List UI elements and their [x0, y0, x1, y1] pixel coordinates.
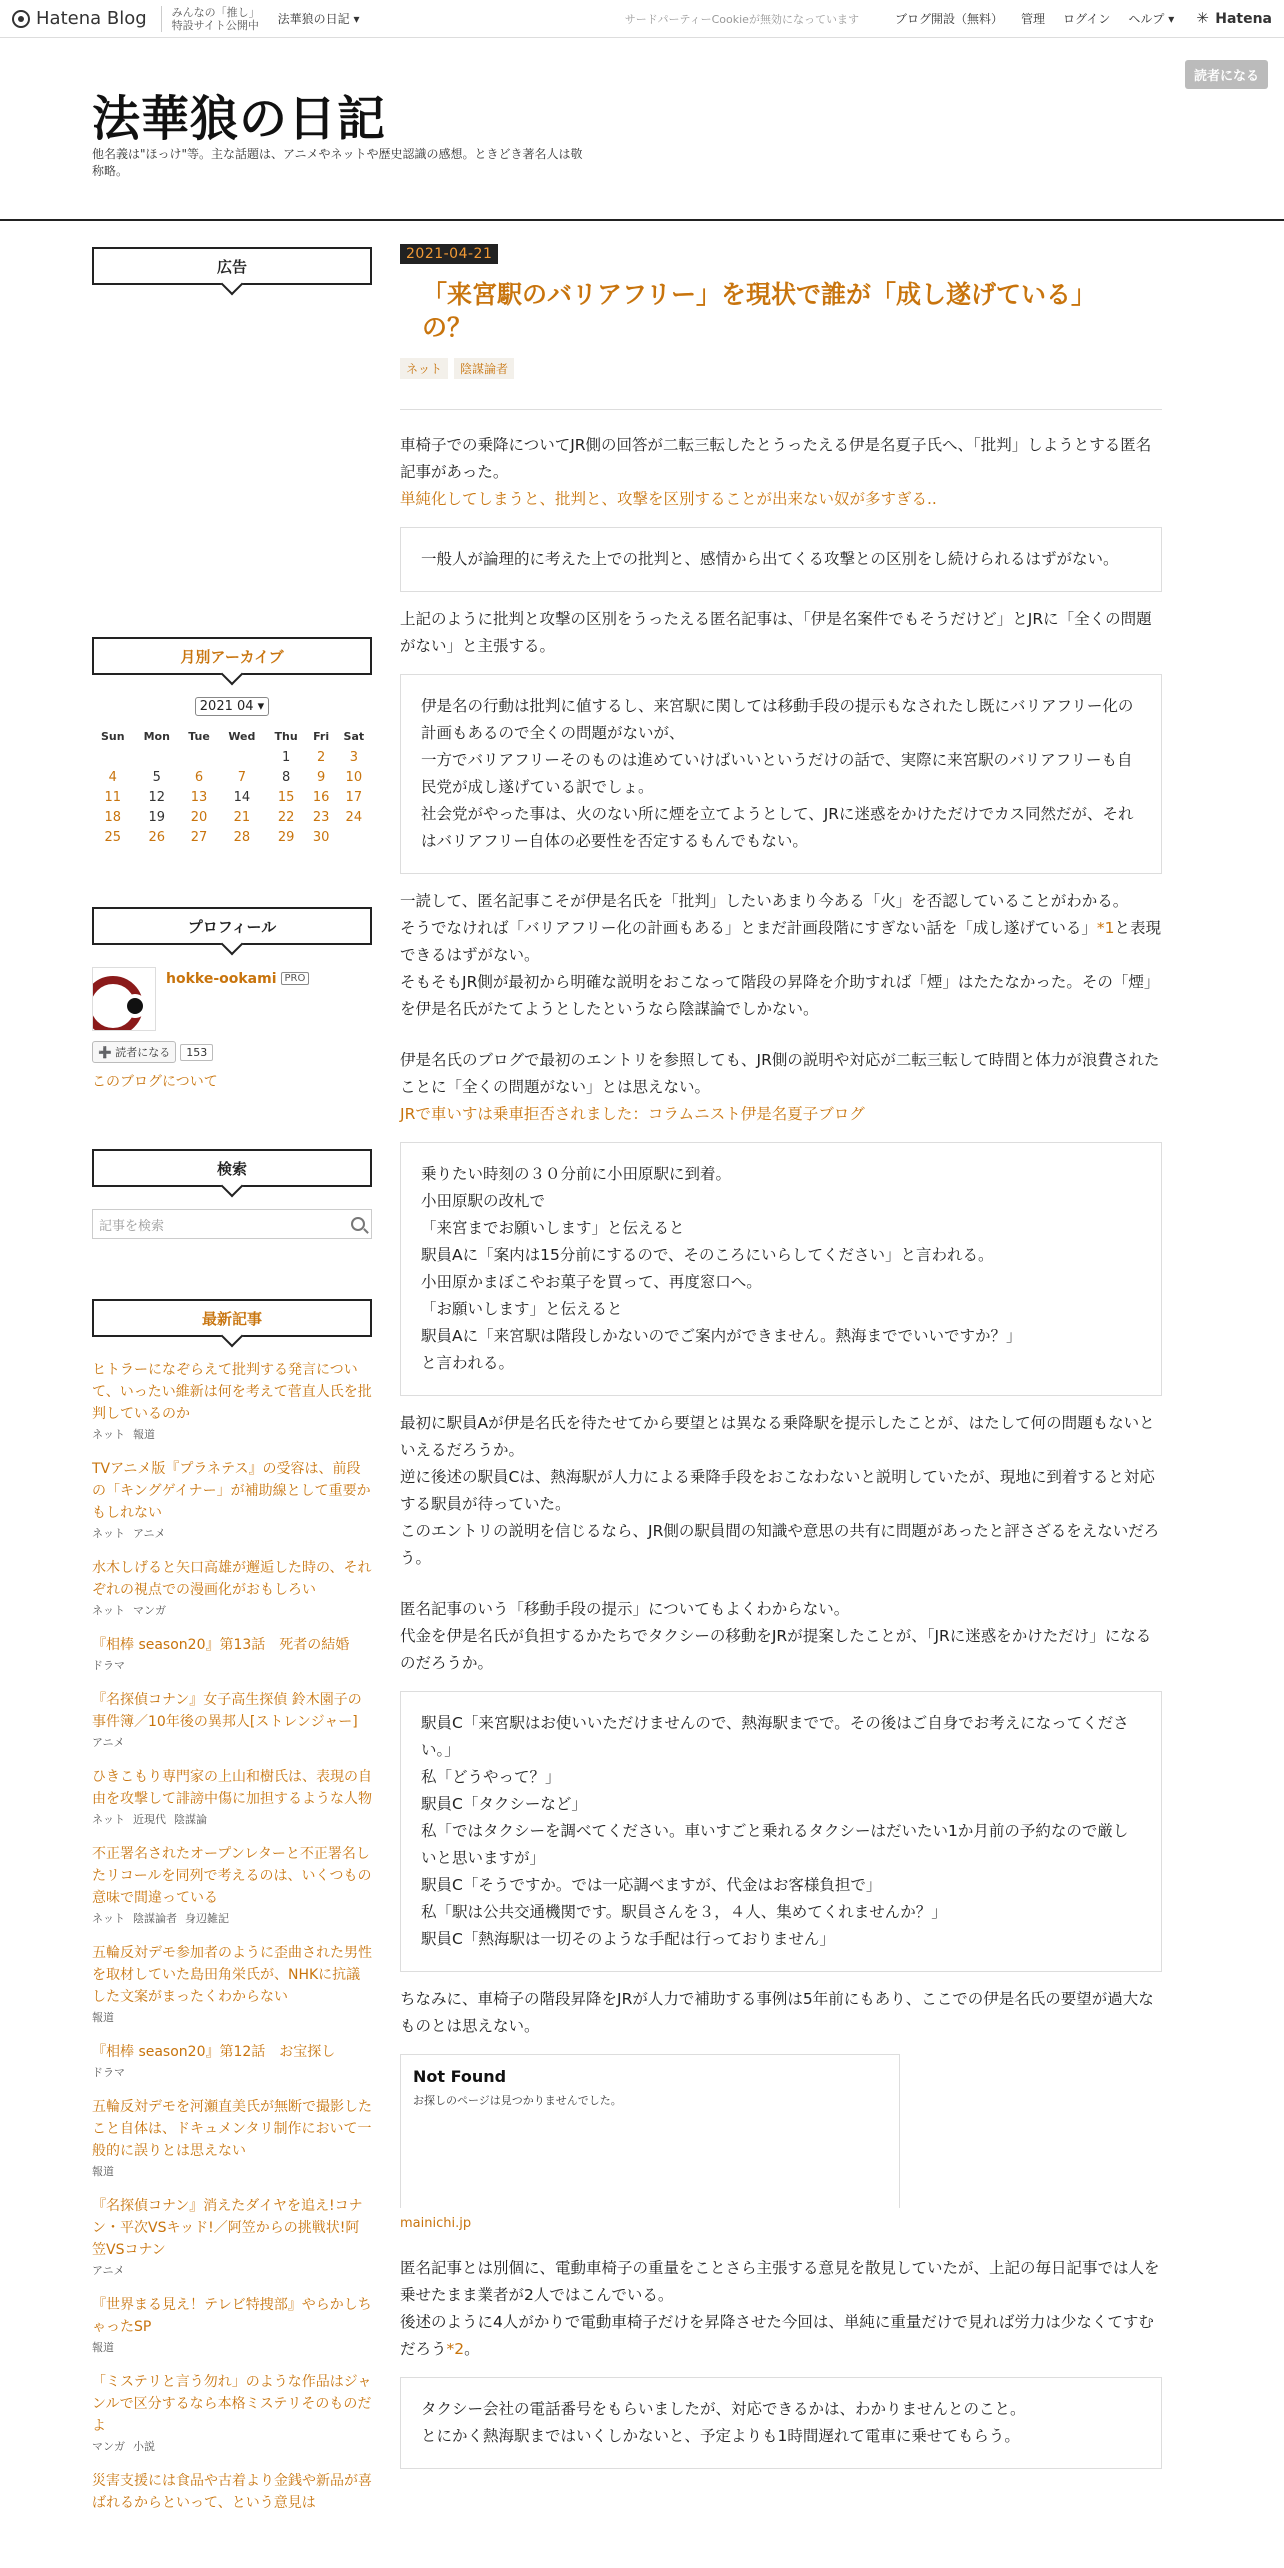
- recent-entry-category[interactable]: 報道: [92, 2341, 114, 2354]
- help-menu-link[interactable]: ヘルプ ▾: [1128, 12, 1175, 26]
- admin-link[interactable]: 管理: [1020, 12, 1045, 26]
- calendar-day-link[interactable]: 18: [104, 809, 122, 825]
- calendar-day-link[interactable]: 15: [277, 789, 295, 805]
- recent-entry-link[interactable]: 『世界まる見え！テレビ特捜部』やらかしちゃったSP: [92, 2297, 372, 2335]
- calendar-day-link[interactable]: 22: [277, 809, 295, 825]
- recent-entry-link[interactable]: 五輪反対デモ参加者のように歪曲された男性を取材していた島田角栄氏が、NHKに抗議した文案がまったくわからない: [92, 1945, 372, 2005]
- entry-date[interactable]: 2021-04-21: [400, 244, 498, 264]
- recent-entry: [92, 2371, 372, 2454]
- profile-name-link[interactable]: hokke-ookami: [166, 971, 277, 987]
- recent-entry: [92, 2096, 372, 2179]
- recent-entry: [92, 1458, 372, 1541]
- divider: [400, 409, 1162, 410]
- search-input[interactable]: [92, 1209, 372, 1239]
- calendar-day-link[interactable]: 28: [233, 829, 251, 845]
- recent-entry: [92, 2041, 372, 2080]
- recent-entry-link[interactable]: 『名探偵コナン』女子高生探偵 鈴木園子の事件簿／10年後の異邦人[ストレンジャー]: [92, 1692, 362, 1730]
- entry-title[interactable]: 「来宮駅のバリアフリー」を現状で誰が「成し遂げている」の？: [422, 280, 1097, 342]
- recent-entry-link[interactable]: 「ミステリと言う勿れ」のような作品はジャンルで区分するなら本格ミステリそのものだよ: [92, 2374, 372, 2434]
- embed-source-link[interactable]: mainichi.jp: [400, 2216, 472, 2231]
- calendar-day: 8: [281, 769, 291, 785]
- calendar-weekday: Fri: [313, 730, 330, 743]
- search-placeholder: 記事を検索: [99, 1218, 165, 1234]
- calendar-day-link[interactable]: 7: [237, 769, 246, 785]
- calendar-day-link[interactable]: 10: [345, 769, 363, 785]
- calendar-weekday: Mon: [143, 730, 170, 743]
- archive-heading[interactable]: 月別アーカイブ: [92, 637, 372, 675]
- recent-entry-category[interactable]: 報道: [92, 2165, 114, 2178]
- blog-description: 他名義は"ほっけ"等。主な話題は、アニメやネットや歴史認識の感想。ときどき著名人は敬称略。: [92, 147, 583, 178]
- recent-entry: [92, 1843, 372, 1926]
- blockquote: タクシー会社の電話番号をもらいましたが、対応できるかは、わかりませんとのこと。 とにかく熱海駅まではいくしかないと、予定よりも1時間遅れて電車に乗せてもらう。: [400, 2377, 1162, 2469]
- calendar-day-link[interactable]: 30: [312, 829, 330, 845]
- hatena-star-icon: [1196, 12, 1210, 26]
- recent-entry-category[interactable]: 身辺雑記: [185, 1912, 229, 1925]
- paragraph: 上記のように批判と攻撃の区別をうったえる匿名記事は、「伊是名案件でもそうだけど」とJRに「全くの問題がない」と主張する。: [400, 610, 1152, 655]
- izena-blog-link[interactable]: JRで車いすは乗車拒否されました：コラムニスト伊是名夏子ブログ: [400, 1105, 865, 1123]
- embed-card[interactable]: [400, 2054, 900, 2208]
- archive-calendar: [92, 726, 372, 847]
- paragraph: 最初に駅員Aが伊是名氏を待たせてから要望とは異なる乗降駅を提示したことが、はたして何の問題もないといえるだろうか。 逆に後述の駅員Cは、熱海駅が人力による乗降手段をおこなわないと説明していたが、現地に到着すると対応する駅員が待っていた。 このエントリの説明を信じるなら、JR側の駅員間の知識や意思の共有に問題があったと評さざるをえないだろう。: [400, 1414, 1160, 1567]
- recent-entry-category[interactable]: ネット: [92, 1604, 125, 1617]
- recent-entry-category[interactable]: ドラマ: [92, 1659, 125, 1672]
- recent-entry-link[interactable]: 不正署名されたオープンレターと不正署名したリコールを同列で考えるのは、いくつもの意味で間違っている: [92, 1846, 372, 1906]
- calendar-day: 12: [148, 789, 166, 805]
- calendar-weekday: Sun: [100, 730, 125, 743]
- calendar-day-link[interactable]: 23: [312, 809, 330, 825]
- recent-entry-link[interactable]: 五輪反対デモを河瀬直美氏が無断で撮影したこと自体は、ドキュメンタリ制作において一般的に誤りとは思えない: [92, 2099, 372, 2159]
- calendar-day-link[interactable]: 2: [316, 749, 326, 765]
- global-header: [0, 0, 1284, 38]
- footnote-1-link[interactable]: *1: [1096, 919, 1115, 937]
- calendar-day-link[interactable]: 17: [345, 789, 363, 805]
- calendar-empty-cell: [92, 747, 134, 767]
- calendar-day-link[interactable]: 3: [349, 749, 358, 765]
- recent-entry-link[interactable]: ひきこもり専門家の上山和樹氏は、表現の自由を攻撃して誹謗中傷に加担するような人物: [92, 1769, 372, 1807]
- recent-entry-link[interactable]: ヒトラーになぞらえて批判する発言について、いったい維新は何を考えて菅直人氏を批判しているのか: [92, 1362, 372, 1422]
- hatena-blog-logo[interactable]: Hatena Blog: [12, 8, 147, 29]
- calendar-day-link[interactable]: 29: [277, 829, 295, 845]
- recent-entry-category[interactable]: 陰謀論: [174, 1813, 207, 1826]
- calendar-day-link[interactable]: 26: [148, 829, 166, 845]
- recent-entry-link[interactable]: 災害支援には食品や古着より金銭や新品が喜ばれるからといって、という意見は: [92, 2473, 372, 2511]
- calendar-day-link[interactable]: 16: [312, 789, 330, 805]
- blockquote: 伊是名の行動は批判に値するし、来宮駅に関しては移動手段の提示もなされたし既にバリアフリー化の計画もあるので全くの問題がないが、 一方でバリアフリーそのものは進めていけばいいというだけの話で、実際に来宮駅のバリアフリーも自民党が成し遂げている訳でしょ。 社会党がやった事は、火のない所に煙を立てようとして、JRに迷惑をかけただけでカス同然だが、それはバリアフリー自体の必要性を否定するもんでもない。: [400, 674, 1162, 874]
- calendar-day-link[interactable]: 25: [104, 829, 122, 845]
- recent-entry: [92, 1689, 372, 1750]
- recent-entry-category[interactable]: マンガ: [92, 2440, 125, 2453]
- calendar-day: 1: [281, 749, 291, 765]
- recent-entry-category[interactable]: マンガ: [133, 1604, 166, 1617]
- category-tag[interactable]: 陰謀論者: [454, 358, 514, 379]
- paragraph: 車椅子での乗降についてJR側の回答が二転三転したとうったえる伊是名夏子氏へ、「批判」しようとする匿名記事があった。 単純化してしまうと、批判と、攻撃を区別することが出来ない奴が多すぎる..: [400, 436, 1152, 508]
- recent-entry-category[interactable]: ドラマ: [92, 2066, 125, 2079]
- calendar-day-link[interactable]: 11: [104, 789, 122, 805]
- hatena-logo-icon: [12, 10, 30, 28]
- calendar-empty-cell: [180, 747, 218, 767]
- blockquote: 一般人が論理的に考えた上での批判と、感情から出てくる攻撃との区別をし続けられるはずがない。: [400, 527, 1162, 592]
- recent-entry-category[interactable]: ネット: [92, 1527, 125, 1540]
- recent-entry: [92, 1942, 372, 2025]
- calendar-day-link[interactable]: 9: [316, 769, 326, 785]
- paragraph: 伊是名氏のブログで最初のエントリを参照しても、JR側の説明や対応が二転三転して時間と体力が浪費されたことに「全くの問題がない」とは思えない。 JRで車いすは乗車拒否されました：コラムニスト伊是名夏子ブログ: [400, 1051, 1160, 1123]
- article: [400, 243, 1162, 2483]
- sidebar: [92, 247, 372, 2530]
- embed-title: Not Found: [413, 2067, 507, 2086]
- subscribe-button[interactable]: 読者になる: [1185, 60, 1268, 89]
- recent-entry: [92, 1359, 372, 1442]
- ad-space: [92, 285, 372, 637]
- cookie-notice: サードパーティーCookieが無効になっています: [624, 12, 859, 26]
- recent-entry-category[interactable]: 近現代: [133, 1813, 166, 1826]
- recent-entry: [92, 1634, 372, 1673]
- calendar-day-link[interactable]: 20: [190, 809, 208, 825]
- recent-entry: [92, 2294, 372, 2355]
- recent-entry-link[interactable]: 水木しげると矢口高雄が邂逅した時の、それぞれの視点での漫画化がおもしろい: [92, 1560, 372, 1598]
- recent-heading: 最新記事: [92, 1299, 372, 1337]
- calendar-day-link[interactable]: 4: [108, 769, 117, 785]
- recent-entry-link[interactable]: 『相棒 season20』第12話 お宝探し: [92, 2044, 336, 2060]
- blockquote: 乗りたい時刻の３０分前に小田原駅に到着。 小田原駅の改札で 「来宮までお願いします」と伝えると 駅員Aに「案内は15分前にするので、そのころにいらしてください」と言われる。 小田原かまぼこやお菓子を買って、再度窓口へ。 「お願いします」と伝えると 駅員Aに「来宮駅は階段しかないのでご案内ができません。熱海まででいいですか？」 と言われる。: [400, 1142, 1162, 1396]
- calendar-weekday: Wed: [228, 730, 256, 743]
- calendar-empty-cell: [336, 827, 372, 847]
- calendar-day-link[interactable]: 24: [345, 809, 363, 825]
- profile-card: [92, 967, 372, 1031]
- calendar-day-link[interactable]: 21: [233, 809, 251, 825]
- calendar-empty-cell: [134, 747, 180, 767]
- embed-subtitle: お探しのページは見つかりませんでした。: [413, 2094, 622, 2107]
- calendar-day-link[interactable]: 27: [190, 829, 208, 845]
- recent-entry-link[interactable]: 『名探偵コナン』消えたダイヤを追え!コナン・平次VSキッド!／阿笠からの挑戦状!阿笠VSコナン: [92, 2198, 363, 2258]
- recent-entry-category[interactable]: 小説: [133, 2440, 155, 2453]
- blog-title[interactable]: 法華狼の日記: [92, 91, 387, 147]
- calendar-weekday: Sat: [343, 730, 365, 743]
- oshi-campaign-link[interactable]: みんなの「推し」 特設サイト公開中: [161, 6, 260, 32]
- blockquote: 駅員C「来宮駅はお使いいただけませんので、熱海駅までで。その後はご自身でお考えになってください。」 私「どうやって？」 駅員C「タクシーなど」 私「ではタクシーを調べてください。車いすごと乗れるタクシーはだいたい1か月前の予約なので厳しいと思いますが」 駅員C「そうですか。では一応調べますが、代金はお客様負担で」 私「駅は公共交通機関です。駅員さんを３，４人、集めてくれませんか？」 駅員C「熱海駅は一切そのような手配は行っておりません」: [400, 1691, 1162, 1972]
- recent-entry-category[interactable]: 報道: [133, 1428, 155, 1441]
- calendar-day: 5: [152, 769, 161, 785]
- recent-entry: [92, 1766, 372, 1827]
- recent-entries-list: [92, 1359, 372, 2514]
- paragraph: 一読して、匿名記事こそが伊是名氏を「批判」したいあまり今ある「火」を否認していることがわかる。 そうでなければ「バリアフリー化の計画もある」とまだ計画段階にすぎない話を「成し遂げている」*1と表現できるはずがない。 そもそもJR側が最初から明確な説明をおこなって階段の昇降を介助すれば「煙」はたたなかった。その「煙」を伊是名氏がたてようとしたというなら陰謀論でしかない。: [400, 892, 1162, 1018]
- calendar-day: 14: [233, 789, 251, 805]
- follow-button[interactable]: ➕ 読者になる: [92, 1041, 176, 1063]
- recent-entry: [92, 2195, 372, 2278]
- blog-header: [0, 38, 1284, 221]
- start-blog-link[interactable]: ブログ開設（無料）: [894, 12, 1003, 26]
- recent-entry: [92, 2470, 372, 2514]
- footnote-2-link[interactable]: *2: [446, 2340, 465, 2358]
- avatar[interactable]: [92, 967, 156, 1031]
- paragraph: 匿名記事とは別個に、電動車椅子の重量をことさら主張する意見を散見していたが、上記の毎日記事では人を乗せたまま業者が2人ではこんでいる。 後述のように4人がかりで電動車椅子だけを昇降させた今回は、単純に重量だけで見れば労力は少なくてすむだろう*2。: [400, 2259, 1160, 2358]
- hatena-account-link[interactable]: ✳ Hatena: [1196, 11, 1272, 27]
- recent-entry-category[interactable]: 陰謀論者: [133, 1912, 177, 1925]
- calendar-weekday: Thu: [274, 730, 298, 743]
- calendar-day: 19: [148, 809, 166, 825]
- calendar-empty-cell: [218, 747, 266, 767]
- calendar-day-link[interactable]: 6: [194, 769, 204, 785]
- recent-entry-category[interactable]: アニメ: [92, 2264, 125, 2277]
- follower-count[interactable]: 153: [180, 1044, 213, 1061]
- recent-entry-link[interactable]: 『相棒 season20』第13話 死者の結婚: [92, 1637, 350, 1653]
- search-icon[interactable]: [351, 1217, 365, 1231]
- blog-menu-link[interactable]: 法華狼の日記 ▾: [277, 12, 360, 26]
- calendar-weekday: Tue: [188, 730, 210, 743]
- paragraph: 匿名記事のいう「移動手段の提示」についてもよくわからない。 代金を伊是名氏が負担するかたちでタクシーの移動をJRが提案したことが、「JRに迷惑をかけただけ」になるのだろうか。: [400, 1600, 1152, 1672]
- recent-entry-category[interactable]: 報道: [92, 2011, 114, 2024]
- anonymous-article-link[interactable]: 単純化してしまうと、批判と、攻撃を区別することが出来ない奴が多すぎる..: [400, 490, 937, 508]
- recent-entry-category[interactable]: アニメ: [92, 1736, 125, 1749]
- calendar-day-link[interactable]: 13: [190, 789, 208, 805]
- about-blog-link[interactable]: このブログについて: [92, 1074, 218, 1090]
- profile-heading: プロフィール: [92, 907, 372, 945]
- recent-entry: [92, 1557, 372, 1618]
- recent-entry-category[interactable]: ネット: [92, 1428, 125, 1441]
- category-tag[interactable]: ネット: [400, 358, 448, 379]
- archive-month-select[interactable]: 2021 04 ▾: [195, 697, 269, 716]
- search-heading: 検索: [92, 1149, 372, 1187]
- login-link[interactable]: ログイン: [1062, 12, 1111, 26]
- recent-entry-category[interactable]: アニメ: [133, 1527, 166, 1540]
- ad-heading: 広告: [92, 247, 372, 285]
- recent-entry-category[interactable]: ネット: [92, 1813, 125, 1826]
- pro-badge: PRO: [281, 972, 310, 985]
- recent-entry-category[interactable]: ネット: [92, 1912, 125, 1925]
- recent-entry-link[interactable]: TVアニメ版『プラネテス』の受容は、前段の「キングゲイナー」が補助線として重要かもしれない: [92, 1461, 371, 1521]
- paragraph: ちなみに、車椅子の階段昇降をJRが人力で補助する事例は5年前にもあり、ここでの伊是名氏の要望が過大なものとは思えない。: [400, 1990, 1154, 2035]
